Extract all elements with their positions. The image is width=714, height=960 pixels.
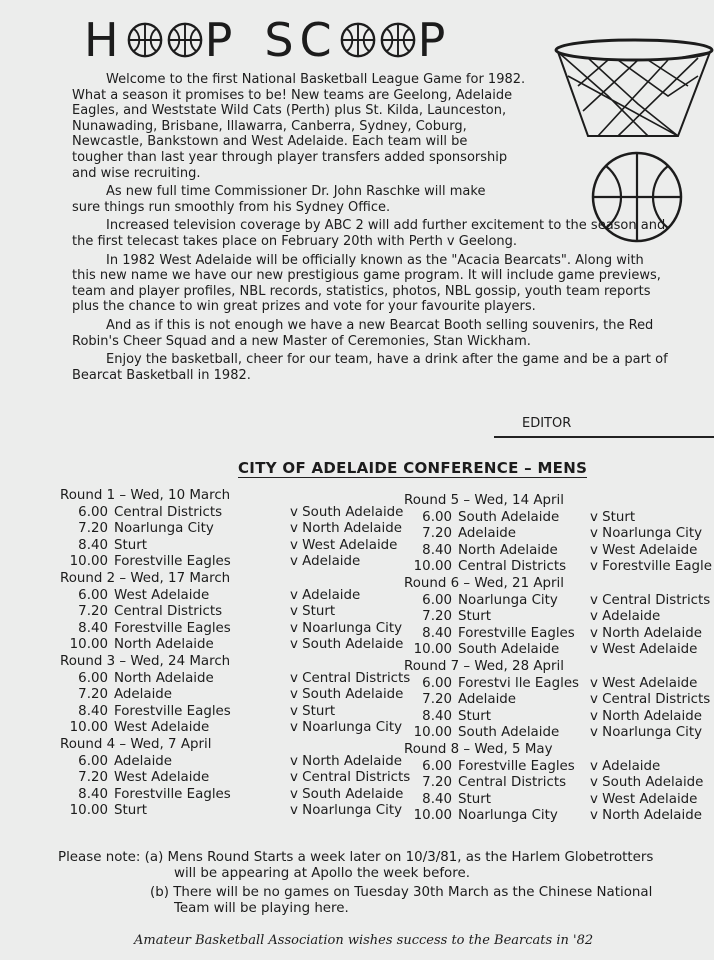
game-time: 6.00 [422,592,452,608]
away-team: v Adelaide [290,554,361,570]
intro-line: Increased television coverage by ABC 2 will add further excitement to the season and [106,218,666,234]
home-team: Central Districts [114,604,223,620]
intro-line: team and player profiles, NBL records, statistics, photos, NBL gossip, youth team reports [72,283,651,299]
fixture-row [60,704,410,721]
home-team: Central Districts [458,775,567,791]
home-team: West Adelaide [114,720,210,736]
home-team: Central Districts [114,504,223,520]
away-team: v West Adelaide [290,537,398,553]
game-time: 10.00 [69,554,108,570]
conference-title: CITY OF ADELAIDE CONFERENCE – MENS [238,459,588,477]
away-team: v Adelaide [590,609,661,625]
game-time: 8.40 [422,542,452,558]
home-team: Forestville Eagles [114,703,231,719]
round-heading: Round 3 – Wed, 24 March [60,653,231,669]
home-team: Sturt [114,537,147,553]
home-team: Sturt [458,708,491,724]
away-team: v Noarlunga City [290,620,403,636]
game-time: 6.00 [78,504,108,520]
fixture-row [60,521,410,538]
round-heading: Round 7 – Wed, 28 April [404,658,564,674]
away-team: v North Adelaide [290,753,402,769]
game-time: 6.00 [422,758,452,774]
fixture-row [404,526,712,543]
fixture-row [60,637,410,654]
fixture-row [60,803,410,820]
game-time: 10.00 [413,642,452,658]
fixture-row [404,642,712,659]
fixture-row [60,621,410,638]
game-time: 6.00 [78,753,108,769]
intro-line: Robin's Cheer Squad and a new Master of Ceremonies, Stan Wickham. [72,333,531,349]
away-team: v Sturt [290,604,336,620]
intro-line: Bearcat Basketball in 1982. [72,367,251,383]
basketball-icon [166,21,204,59]
basketball-icon [379,21,417,59]
intro-line: this new name we have our new prestigious game program. It will include game previews, [72,268,661,284]
round-heading: Round 5 – Wed, 14 April [404,493,564,508]
fixture-row [60,588,410,605]
masthead-letter: P [204,13,239,67]
fixture-row [404,775,712,792]
away-team: v Noarlunga City [290,803,403,819]
game-time: 6.00 [422,509,452,525]
away-team: v Sturt [590,509,636,525]
fixture-row [404,609,712,626]
fixture-row [60,720,410,737]
intro-line: Newcastle, Bankstown and West Adelaide. Each team will be [72,134,468,150]
round-heading: Round 6 – Wed, 21 April [404,575,564,591]
intro-line: And as if this is not enough we have a new Bearcat Booth selling souvenirs, the Red [106,317,654,333]
fixture-row [60,754,410,771]
intro-line: sure things run smoothly from his Sydney Office. [72,199,391,215]
home-team: North Adelaide [114,637,214,653]
intro-line: Nunawading, Brisbane, Illawarra, Canberra, Sydney, Coburg, [72,118,467,134]
away-team: v South Adelaide [590,775,704,791]
away-team: v West Adelaide [590,542,698,558]
game-time: 7.20 [422,526,452,542]
fixture-row [404,543,712,560]
away-team: v West Adelaide [590,675,698,691]
home-team: South Adelaide [458,725,560,741]
game-time: 8.40 [78,620,108,636]
game-time: 6.00 [78,587,108,603]
home-team: Forestville Eagles [458,758,575,774]
fixture-row [404,676,712,693]
away-team: v Adelaide [590,758,661,774]
home-team: Forestvi lle Eagles [458,675,580,691]
home-team: Sturt [458,609,491,625]
intro-line: plus the chance to win great prizes and vote for your favourite players. [72,299,536,315]
divider [494,436,714,438]
fixture-row [60,538,410,555]
fixture-row [404,725,712,742]
away-team: v Noarlunga City [590,725,703,741]
home-team: Forestville Eagles [114,786,231,802]
home-team: Forestville Eagles [114,620,231,636]
game-time: 8.40 [422,708,452,724]
fixture-row [404,692,712,709]
home-team: Adelaide [114,753,173,769]
home-team: West Adelaide [114,587,210,603]
fixture-row [60,604,410,621]
fixture-row [404,808,712,825]
fixture-row [404,559,712,576]
footer-sponsor-line: Amateur Basketball Association wishes success to the Bearcats in '82 [134,933,594,948]
game-time: 10.00 [69,803,108,819]
home-team: North Adelaide [458,542,558,558]
intro-line: tougher than last year through player transfers added sponsorship [72,149,508,165]
intro-line: Welcome to the first National Basketball League Game for 1982. [106,72,526,87]
home-team: Noarlunga City [114,521,214,537]
fixture-row [404,709,712,726]
fixture-row [60,671,410,688]
note-b-line: Team will be playing here. [174,900,349,916]
intro-line: As new full time Commissioner Dr. John Raschke will make [106,184,486,200]
home-team: Noarlunga City [458,808,558,824]
masthead-title [84,10,451,70]
game-time: 10.00 [413,725,452,741]
away-team: v North Adelaide [590,708,702,724]
away-team: v South Adelaide [290,637,404,653]
game-time: 8.40 [422,625,452,641]
home-team: Adelaide [458,692,517,708]
home-team: South Adelaide [458,642,560,658]
fixture-row [60,770,410,787]
away-team: v South Adelaide [290,687,404,703]
fixture-row [60,687,410,704]
fixture-row [60,554,410,571]
away-team: v South Adelaide [290,786,404,802]
away-team: v Central Districts [590,692,711,708]
away-team: v Central Districts [290,670,411,686]
away-team: v Central Districts [290,770,411,786]
intro-line: In 1982 West Adelaide will be officially known as the "Acacia Bearcats". Along with [106,252,644,268]
away-team: v Central Districts [590,592,711,608]
fixture-column-right [404,493,712,825]
basketball-icon [339,21,377,59]
note-b-line: (b) There will be no games on Tuesday 30th March as the Chinese National [150,885,653,901]
fixture-row [404,759,712,776]
masthead-letter: H [84,13,125,67]
away-team: v North Adelaide [590,808,702,824]
game-time: 7.20 [78,770,108,786]
game-time: 8.40 [78,537,108,553]
game-time: 7.20 [78,687,108,703]
masthead-letter: P [417,13,452,67]
home-team: Forestville Eagles [458,625,575,641]
round-heading: Round 8 – Wed, 5 May [404,741,553,757]
game-time: 7.20 [422,609,452,625]
home-team: Central Districts [458,559,567,575]
note-a-line: will be appearing at Apollo the week before. [174,865,470,881]
notes [58,850,653,916]
game-time: 10.00 [413,559,452,575]
away-team: v Adelaide [290,587,361,603]
fixture-row [404,593,712,610]
away-team: v Noarlunga City [590,526,703,542]
home-team: Noarlunga City [458,592,558,608]
intro-line: Enjoy the basketball, cheer for our team, have a drink after the game and be a part of [106,352,668,368]
game-time: 6.00 [78,670,108,686]
intro-line: What a season it promises to be! New teams are Geelong, Adelaide [72,87,513,103]
fixture-column-left [60,488,410,820]
home-team: Forestville Eagles [114,554,231,570]
fixture-row [404,510,712,527]
game-time: 8.40 [422,791,452,807]
intro-line: and wise recruiting. [72,165,201,181]
fixture-row [60,505,410,522]
away-team: v Sturt [290,703,336,719]
home-team: Adelaide [114,687,173,703]
game-time: 8.40 [78,703,108,719]
fixture-row [404,626,712,643]
away-team: v Noarlunga City [290,720,403,736]
home-team: Sturt [114,803,147,819]
game-time: 10.00 [413,808,452,824]
game-time: 8.40 [78,786,108,802]
round-heading: Round 4 – Wed, 7 April [60,736,212,752]
intro-paragraph [72,72,668,88]
game-time: 10.00 [69,637,108,653]
away-team: v West Adelaide [590,791,698,807]
intro-line: the first telecast takes place on February 20th with Perth v Geelong. [72,233,518,249]
game-time: 7.20 [422,775,452,791]
game-time: 10.00 [69,720,108,736]
away-team: v South Adelaide [290,504,404,520]
masthead-letters: SC [264,13,338,67]
away-team: v North Adelaide [590,625,702,641]
note-a-line: Please note: (a) Mens Round Starts a week later on 10/3/81, as the Harlem Globetrotters [58,850,654,865]
fixture-row [60,787,410,804]
home-team: West Adelaide [114,770,210,786]
editor-signature: EDITOR [522,416,572,431]
home-team: Adelaide [458,526,517,542]
round-heading: Round 2 – Wed, 17 March [60,570,231,586]
away-team: v Forestville Eagle [590,559,712,575]
basketball-icon [126,21,164,59]
game-time: 7.20 [78,604,108,620]
home-team: Sturt [458,791,491,807]
home-team: South Adelaide [458,509,560,525]
away-team: v West Adelaide [590,642,698,658]
game-time: 6.00 [422,675,452,691]
game-time: 7.20 [422,692,452,708]
editorial-text [72,72,668,386]
game-time: 7.20 [78,521,108,537]
home-team: North Adelaide [114,670,214,686]
fixture-row [404,792,712,809]
intro-line: Eagles, and Weststate Wild Cats (Perth) plus St. Kilda, Launceston, [72,103,507,119]
round-heading: Round 1 – Wed, 10 March [60,488,231,503]
away-team: v North Adelaide [290,521,402,537]
